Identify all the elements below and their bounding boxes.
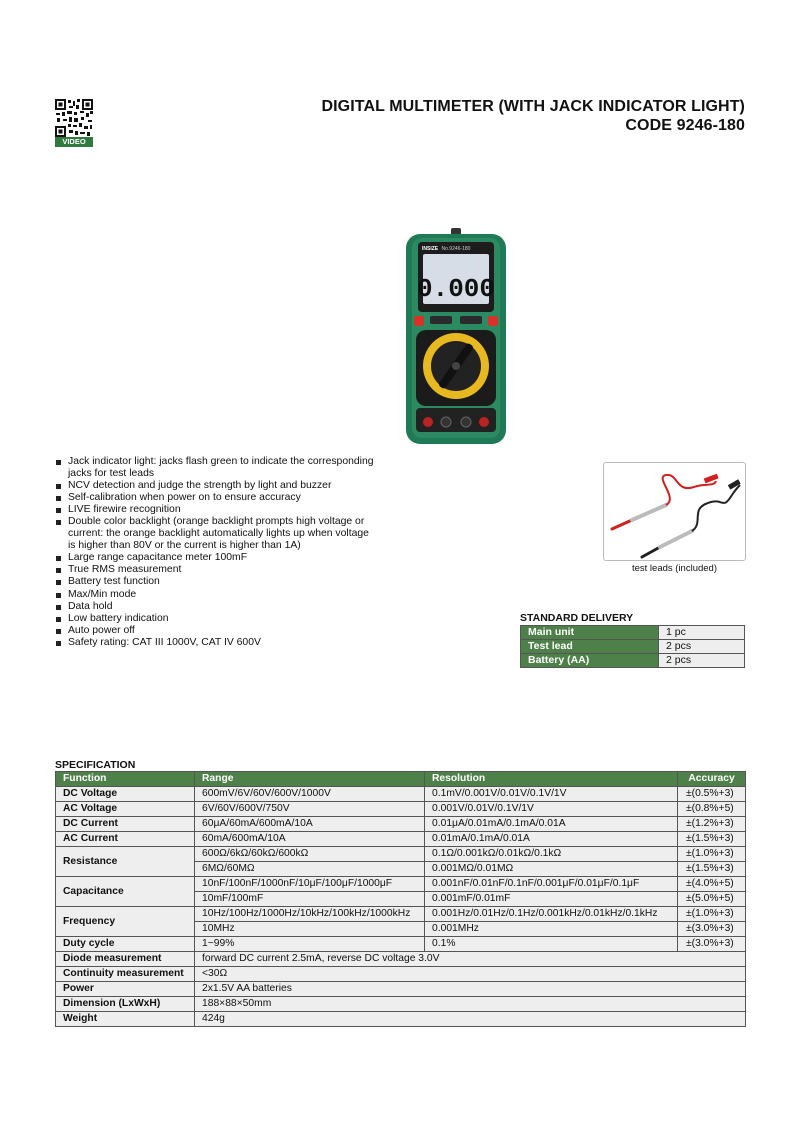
spec-function: Duty cycle (56, 937, 195, 952)
spec-accuracy: ±(1.5%+3) (678, 832, 746, 847)
spec-accuracy: ±(1.2%+3) (678, 817, 746, 832)
table-row (56, 997, 746, 1012)
feature-item: Safety rating: CAT III 1000V, CAT IV 600V (56, 637, 376, 649)
spec-accuracy: ±(3.0%+3) (678, 937, 746, 952)
spec-resolution: 0.01μA/0.01mA/0.1mA/0.01A (425, 817, 678, 832)
delivery-qty: 2 pcs (659, 640, 745, 654)
feature-item: LIVE firewire recognition (56, 504, 376, 516)
table-row (56, 802, 746, 817)
spec-range: 10MHz (195, 922, 425, 937)
spec-function: DC Voltage (56, 787, 195, 802)
spec-resolution: 0.1Ω/0.001kΩ/0.01kΩ/0.1kΩ (425, 847, 678, 862)
multimeter-drawing (404, 228, 508, 446)
spec-table (55, 771, 746, 1027)
qr-code[interactable] (55, 99, 93, 147)
spec-resolution: 0.001Hz/0.01Hz/0.1Hz/0.001kHz/0.01kHz/0.1kHz (425, 907, 678, 922)
spec-accuracy: ±(3.0%+3) (678, 922, 746, 937)
spec-function: AC Voltage (56, 802, 195, 817)
device-display-text: 0.000 (416, 274, 496, 304)
spec-resolution: 0.001MΩ/0.01MΩ (425, 862, 678, 877)
table-row (521, 626, 745, 640)
spec-range: 10nF/100nF/1000nF/10μF/100μF/1000μF (195, 877, 425, 892)
spec-resolution: 0.001nF/0.01nF/0.1nF/0.001μF/0.01μF/0.1μF (425, 877, 678, 892)
header-accuracy: Accuracy (678, 772, 746, 787)
table-row (56, 967, 746, 982)
table-row (56, 817, 746, 832)
table-row (56, 787, 746, 802)
spec-accuracy: ±(5.0%+5) (678, 892, 746, 907)
delivery-table (520, 625, 745, 668)
spec-range: 60μA/60mA/600mA/10A (195, 817, 425, 832)
table-row (521, 654, 745, 668)
spec-accuracy: ±(0.8%+5) (678, 802, 746, 817)
table-row (56, 1012, 746, 1027)
feature-item: Max/Min mode (56, 589, 376, 601)
device-brand-text: INSIZE (422, 246, 439, 252)
table-row (56, 907, 746, 922)
header-function: Function (56, 772, 195, 787)
spec-value: 188×88×50mm (195, 997, 746, 1012)
header-range: Range (195, 772, 425, 787)
spec-resolution: 0.01mA/0.1mA/0.01A (425, 832, 678, 847)
device-model-text: No.9246-180 (441, 246, 471, 252)
spec-title: SPECIFICATION (55, 759, 136, 771)
spec-range: 10Hz/100Hz/1000Hz/10kHz/100kHz/1000kHz (195, 907, 425, 922)
spec-function: Resistance (56, 847, 195, 877)
spec-range: 1~99% (195, 937, 425, 952)
spec-range: 600Ω/6kΩ/60kΩ/600kΩ (195, 847, 425, 862)
spec-resolution: 0.001MHz (425, 922, 678, 937)
spec-value: 2x1.5V AA batteries (195, 982, 746, 997)
table-row (56, 952, 746, 967)
feature-item: Double color backlight (orange backlight prompts high voltage or current: the orange backlight automatically lights up when voltage is higher than 80V or the current is higher than 1A) (56, 516, 376, 552)
spec-function: Capacitance (56, 877, 195, 907)
spec-function: Diode measurement (56, 952, 195, 967)
feature-item: Auto power off (56, 625, 376, 637)
delivery-qty: 2 pcs (659, 654, 745, 668)
features-list (56, 456, 376, 649)
feature-item: NCV detection and judge the strength by light and buzzer (56, 480, 376, 492)
feature-item: True RMS measurement (56, 564, 376, 576)
spec-value: 424g (195, 1012, 746, 1027)
spec-range: 600mV/6V/60V/600V/1000V (195, 787, 425, 802)
delivery-item: Test lead (521, 640, 659, 654)
spec-accuracy: ±(0.5%+3) (678, 787, 746, 802)
spec-range: 6MΩ/60MΩ (195, 862, 425, 877)
spec-resolution: 0.1% (425, 937, 678, 952)
spec-function: DC Current (56, 817, 195, 832)
delivery-qty: 1 pc (659, 626, 745, 640)
spec-function: Frequency (56, 907, 195, 937)
qr-video-label: VIDEO (62, 137, 86, 146)
spec-range: 6V/60V/600V/750V (195, 802, 425, 817)
feature-item: Low battery indication (56, 613, 376, 625)
table-row (56, 877, 746, 892)
spec-accuracy: ±(4.0%+5) (678, 877, 746, 892)
table-row (56, 832, 746, 847)
feature-item: Self-calibration when power on to ensure accuracy (56, 492, 376, 504)
table-row (56, 937, 746, 952)
spec-function: Weight (56, 1012, 195, 1027)
spec-value: <30Ω (195, 967, 746, 982)
spec-accuracy: ±(1.0%+3) (678, 907, 746, 922)
header-resolution: Resolution (425, 772, 678, 787)
feature-item: Data hold (56, 601, 376, 613)
delivery-title: STANDARD DELIVERY (520, 612, 634, 624)
delivery-item: Battery (AA) (521, 654, 659, 668)
spec-value: forward DC current 2.5mA, reverse DC voltage 3.0V (195, 952, 746, 967)
spec-function: Dimension (LxWxH) (56, 997, 195, 1012)
spec-range: 60mA/600mA/10A (195, 832, 425, 847)
spec-accuracy: ±(1.5%+3) (678, 862, 746, 877)
spec-function: Continuity measurement (56, 967, 195, 982)
table-row (56, 847, 746, 862)
spec-resolution: 0.001mF/0.01mF (425, 892, 678, 907)
table-row (56, 982, 746, 997)
feature-item: Large range capacitance meter 100mF (56, 552, 376, 564)
feature-item: Jack indicator light: jacks flash green to indicate the corresponding jacks for test leads (56, 456, 376, 480)
spec-function: AC Current (56, 832, 195, 847)
test-leads-caption: test leads (included) (631, 563, 718, 574)
product-title: DIGITAL MULTIMETER (WITH JACK INDICATOR LIGHT) (321, 98, 745, 115)
spec-range: 10mF/100mF (195, 892, 425, 907)
feature-item: Battery test function (56, 576, 376, 588)
document-title (321, 97, 745, 135)
test-leads-image (603, 462, 746, 561)
spec-function: Power (56, 982, 195, 997)
table-row (521, 640, 745, 654)
spec-resolution: 0.001V/0.01V/0.1V/1V (425, 802, 678, 817)
spec-accuracy: ±(1.0%+3) (678, 847, 746, 862)
table-header-row (56, 772, 746, 787)
product-code: CODE 9246-180 (625, 117, 745, 134)
test-leads-drawing (604, 463, 745, 560)
spec-resolution: 0.1mV/0.001V/0.01V/0.1V/1V (425, 787, 678, 802)
delivery-item: Main unit (521, 626, 659, 640)
multimeter-image (404, 228, 508, 446)
